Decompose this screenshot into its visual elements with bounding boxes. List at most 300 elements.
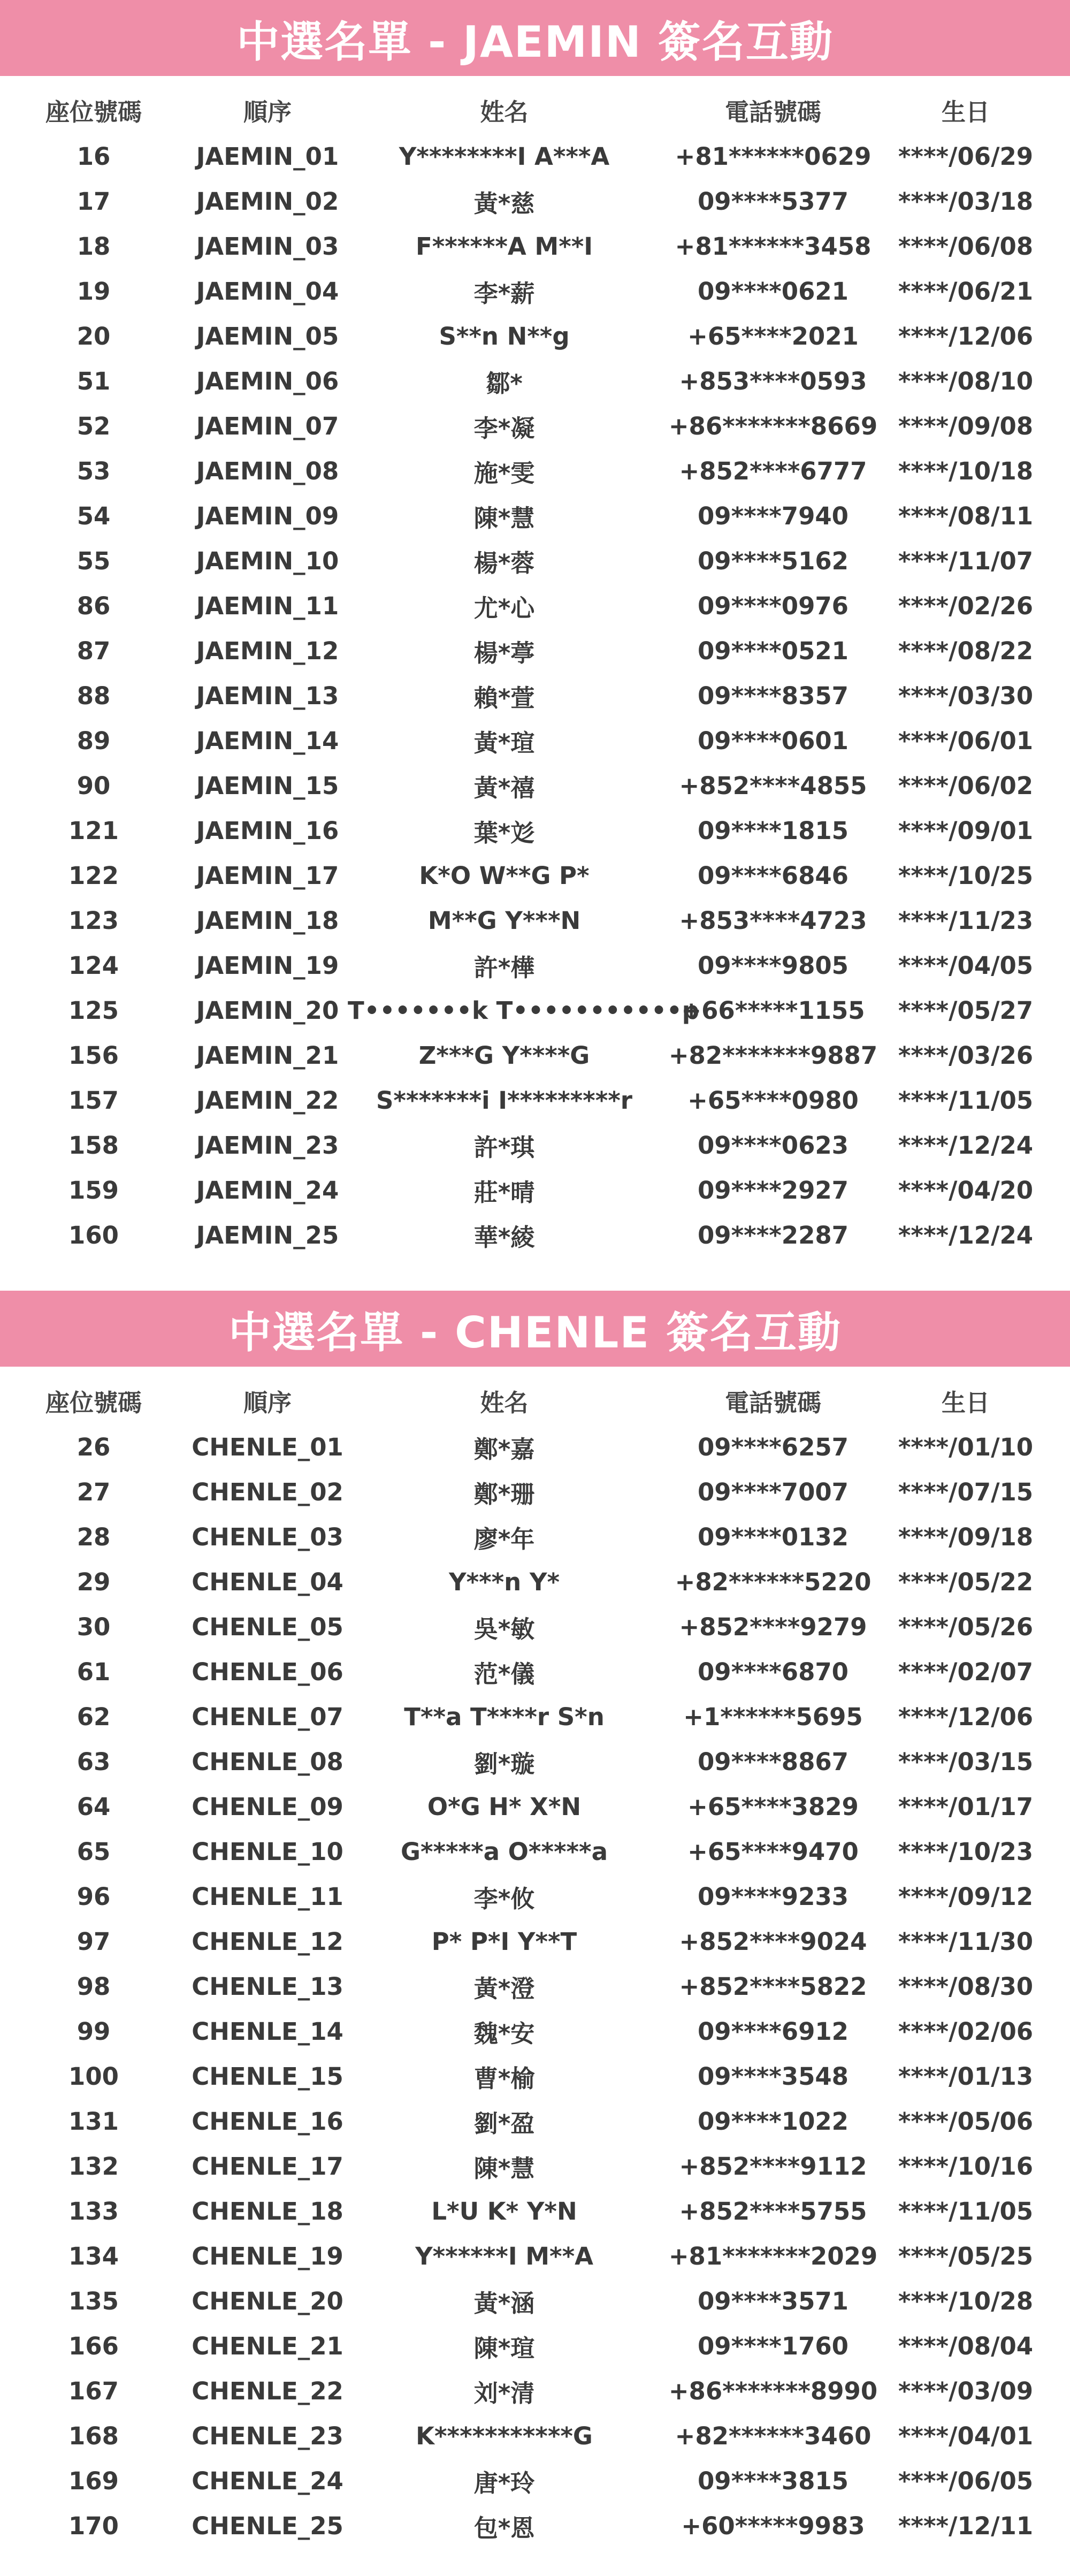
order-cell: JAEMIN_24	[196, 1176, 339, 1205]
order-cell: CHENLE_05	[192, 1612, 343, 1641]
seat-number-cell: 87	[77, 636, 111, 665]
name-cell: T**a T****r S*n	[404, 1702, 605, 1731]
birthday-cell: ****/10/23	[898, 1837, 1034, 1866]
section-title-banner: 中選名單 - JAEMIN 簽名互動	[0, 0, 1070, 76]
birthday-cell: ****/03/15	[898, 1747, 1034, 1776]
name-cell: 許*樺	[473, 953, 535, 982]
seat-number-cell: 55	[77, 546, 111, 575]
birthday-cell: ****/10/25	[898, 861, 1034, 890]
table-row	[0, 2413, 1070, 2458]
seat-number-cell: 96	[77, 1882, 111, 1911]
seat-number-cell: 156	[68, 1041, 119, 1070]
table-row	[0, 898, 1070, 943]
seat-number-cell: 166	[68, 2331, 119, 2360]
seat-number-cell: 64	[77, 1792, 111, 1821]
name-cell: 黃*涵	[473, 2289, 535, 2318]
seat-number-cell: 90	[77, 771, 111, 800]
table-row	[0, 1739, 1070, 1784]
winner-section	[0, 1291, 1070, 2548]
name-cell: 許*琪	[473, 1133, 535, 1162]
phone-cell: 09****7940	[698, 501, 849, 530]
phone-cell: 09****6846	[698, 861, 849, 890]
seat-number-cell: 124	[68, 951, 119, 980]
name-cell: 唐*玲	[473, 2468, 535, 2497]
name-cell: 尤*心	[473, 593, 535, 622]
order-cell: JAEMIN_19	[196, 951, 339, 980]
table-row	[0, 1469, 1070, 1514]
birthday-cell: ****/02/06	[898, 2017, 1034, 2046]
phone-cell: 09****8867	[698, 1747, 849, 1776]
phone-cell: +852****5755	[679, 2197, 867, 2226]
phone-cell: +852****9024	[679, 1927, 867, 1956]
birthday-cell: ****/12/06	[898, 322, 1034, 350]
seat-number-cell: 167	[68, 2376, 119, 2405]
phone-cell: +852****9112	[679, 2152, 867, 2181]
name-cell: M**G Y***N	[427, 906, 581, 935]
seat-number-cell: 18	[77, 232, 111, 261]
name-cell: P* P*I Y**T	[431, 1927, 577, 1956]
seat-number-cell: 63	[77, 1747, 111, 1776]
name-cell: 劉*璇	[473, 1749, 535, 1778]
seat-number-cell: 97	[77, 1927, 111, 1956]
order-cell: CHENLE_13	[192, 1972, 343, 2001]
phone-cell: 09****2287	[698, 1221, 849, 1249]
name-cell: 賴*萱	[473, 683, 535, 712]
phone-cell: 09****1815	[698, 816, 849, 845]
order-cell: JAEMIN_03	[196, 232, 339, 261]
birthday-cell: ****/12/06	[898, 1702, 1034, 1731]
order-cell: CHENLE_04	[192, 1567, 343, 1596]
name-cell: Y***n Y*	[448, 1567, 560, 1596]
order-cell: CHENLE_24	[192, 2466, 343, 2495]
birthday-cell: ****/06/29	[898, 142, 1034, 171]
table-header	[0, 86, 1070, 134]
seat-number-cell: 52	[77, 411, 111, 440]
seat-number-cell: 53	[77, 456, 111, 485]
order-cell: JAEMIN_02	[196, 187, 339, 216]
table-row	[0, 538, 1070, 583]
order-header: 順序	[243, 1388, 292, 1417]
birthday-cell: ****/10/16	[898, 2152, 1034, 2181]
seat-number-cell: 131	[68, 2107, 119, 2136]
name-cell: 楊*葶	[473, 638, 535, 667]
table-row	[0, 269, 1070, 314]
table-row	[0, 403, 1070, 448]
table-row	[0, 314, 1070, 359]
name-cell: 黃*禧	[473, 773, 535, 802]
seat-number-cell: 20	[77, 322, 111, 350]
name-cell: 陳*瑄	[473, 2334, 535, 2362]
order-header: 順序	[243, 97, 292, 126]
table-row	[0, 1424, 1070, 1469]
phone-cell: +82******3460	[675, 2421, 872, 2450]
name-cell: 李*薪	[473, 279, 535, 308]
table-row	[0, 1514, 1070, 1559]
phone-cell: +65****9470	[687, 1837, 859, 1866]
name-cell: 廖*年	[473, 1525, 535, 1553]
phone-cell: +66*****1155	[681, 996, 865, 1025]
order-cell: JAEMIN_17	[196, 861, 339, 890]
order-cell: CHENLE_06	[192, 1657, 343, 1686]
birthday-cell: ****/12/24	[898, 1221, 1034, 1249]
birthday-cell: ****/05/06	[898, 2107, 1034, 2136]
order-cell: JAEMIN_07	[196, 411, 339, 440]
name-cell: 黃*瑄	[473, 728, 535, 757]
order-cell: CHENLE_19	[192, 2242, 343, 2270]
phone-cell: 09****7007	[698, 1477, 849, 1506]
seat-number-cell: 132	[68, 2152, 119, 2181]
order-cell: JAEMIN_23	[196, 1131, 339, 1160]
phone-cell: +852****5822	[679, 1972, 867, 2001]
birthday-cell: ****/10/18	[898, 456, 1034, 485]
phone-cell: +82******5220	[675, 1567, 872, 1596]
name-cell: 鄒*	[486, 369, 523, 398]
order-cell: CHENLE_11	[192, 1882, 343, 1911]
order-cell: JAEMIN_08	[196, 456, 339, 485]
birthday-cell: ****/08/11	[898, 501, 1034, 530]
phone-cell: +853****4723	[679, 906, 867, 935]
seat-number-cell: 17	[77, 187, 111, 216]
table-row	[0, 1033, 1070, 1078]
birthday-cell: ****/11/30	[898, 1927, 1034, 1956]
birthday-header: 生日	[941, 1388, 990, 1417]
table-row	[0, 2278, 1070, 2323]
birthday-cell: ****/08/30	[898, 1972, 1034, 2001]
birthday-cell: ****/03/09	[898, 2376, 1034, 2405]
table-row	[0, 1078, 1070, 1123]
name-cell: 鄭*珊	[473, 1480, 535, 1508]
birthday-cell: ****/09/08	[898, 411, 1034, 440]
seat-number-cell: 121	[68, 816, 119, 845]
phone-cell: 09****9805	[698, 951, 849, 980]
order-cell: CHENLE_09	[192, 1792, 343, 1821]
name-cell: T•••••••k T•••••••••••p	[348, 996, 699, 1025]
seat-number-cell: 86	[77, 591, 111, 620]
name-cell: 李*凝	[473, 414, 535, 443]
table-row	[0, 1874, 1070, 1919]
seat-number-cell: 133	[68, 2197, 119, 2226]
phone-cell: 09****8357	[698, 681, 849, 710]
birthday-cell: ****/03/30	[898, 681, 1034, 710]
order-cell: JAEMIN_10	[196, 546, 339, 575]
seat-number-cell: 100	[68, 2062, 119, 2091]
phone-cell: 09****3571	[698, 2287, 849, 2315]
name-cell: K*O W**G P*	[419, 861, 590, 890]
phone-cell: 09****5377	[698, 187, 849, 216]
name-cell: 包*恩	[473, 2513, 535, 2542]
order-cell: CHENLE_14	[192, 2017, 343, 2046]
order-cell: JAEMIN_22	[196, 1086, 339, 1115]
table-row	[0, 1784, 1070, 1829]
phone-cell: +86*******8990	[668, 2376, 878, 2405]
order-cell: JAEMIN_14	[196, 726, 339, 755]
order-cell: JAEMIN_12	[196, 636, 339, 665]
table-row	[0, 1964, 1070, 2009]
name-cell: F******A M**I	[415, 232, 593, 261]
birthday-cell: ****/04/01	[898, 2421, 1034, 2450]
table-row	[0, 1919, 1070, 1964]
seat-number-cell: 62	[77, 1702, 111, 1731]
name-cell: Y******I M**A	[415, 2242, 593, 2270]
name-cell: 曹*榆	[473, 2064, 535, 2093]
phone-cell: +65****3829	[687, 1792, 859, 1821]
phone-cell: +852****6777	[679, 456, 867, 485]
birthday-cell: ****/10/28	[898, 2287, 1034, 2315]
birthday-cell: ****/03/18	[898, 187, 1034, 216]
table-row	[0, 1123, 1070, 1168]
phone-cell: 09****0601	[698, 726, 849, 755]
birthday-cell: ****/09/01	[898, 816, 1034, 845]
phone-header: 電話號碼	[724, 97, 821, 126]
birthday-cell: ****/12/24	[898, 1131, 1034, 1160]
order-cell: CHENLE_20	[192, 2287, 343, 2315]
order-cell: CHENLE_16	[192, 2107, 343, 2136]
order-cell: CHENLE_03	[192, 1522, 343, 1551]
phone-cell: +852****9279	[679, 1612, 867, 1641]
table-row	[0, 988, 1070, 1033]
birthday-cell: ****/06/05	[898, 2466, 1034, 2495]
name-header: 姓名	[480, 97, 529, 126]
seat-number-cell: 160	[68, 1221, 119, 1249]
seat-number-cell: 135	[68, 2287, 119, 2315]
phone-cell: +81******0629	[675, 142, 872, 171]
order-cell: JAEMIN_21	[196, 1041, 339, 1070]
order-cell: CHENLE_02	[192, 1477, 343, 1506]
birthday-cell: ****/04/20	[898, 1176, 1034, 1205]
order-cell: JAEMIN_18	[196, 906, 339, 935]
order-cell: JAEMIN_09	[196, 501, 339, 530]
name-cell: 黃*澄	[473, 1974, 535, 2003]
birthday-cell: ****/05/22	[898, 1567, 1034, 1596]
table-row	[0, 763, 1070, 808]
seat-number-cell: 170	[68, 2511, 119, 2540]
seat-number-cell: 125	[68, 996, 119, 1025]
birthday-cell: ****/09/18	[898, 1522, 1034, 1551]
phone-cell: +65****0980	[687, 1086, 859, 1115]
order-cell: JAEMIN_11	[196, 591, 339, 620]
phone-cell: 09****0621	[698, 277, 849, 306]
seat-number-cell: 54	[77, 501, 111, 530]
name-cell: 魏*安	[473, 2019, 535, 2048]
birthday-cell: ****/11/05	[898, 2197, 1034, 2226]
name-cell: Z***G Y****G	[418, 1041, 590, 1070]
birthday-cell: ****/05/27	[898, 996, 1034, 1025]
order-cell: CHENLE_15	[192, 2062, 343, 2091]
order-cell: CHENLE_01	[192, 1432, 343, 1461]
order-cell: JAEMIN_15	[196, 771, 339, 800]
birthday-cell: ****/11/23	[898, 906, 1034, 935]
seat-number-cell: 89	[77, 726, 111, 755]
phone-cell: 09****5162	[698, 546, 849, 575]
name-cell: 葉*彣	[473, 818, 535, 847]
order-cell: CHENLE_07	[192, 1702, 343, 1731]
name-cell: 劉*盈	[473, 2109, 535, 2138]
seat-number-cell: 19	[77, 277, 111, 306]
order-cell: JAEMIN_01	[196, 142, 339, 171]
seat-number-cell: 27	[77, 1477, 111, 1506]
table-row	[0, 2458, 1070, 2503]
order-cell: CHENLE_22	[192, 2376, 343, 2405]
name-cell: S*******i I*********r	[376, 1086, 632, 1115]
phone-cell: +853****0593	[679, 367, 867, 395]
table-row	[0, 2189, 1070, 2234]
table-row	[0, 224, 1070, 269]
order-cell: JAEMIN_06	[196, 367, 339, 395]
section-gap	[0, 1257, 1070, 1291]
name-cell: O*G H* X*N	[427, 1792, 582, 1821]
table-row	[0, 583, 1070, 628]
name-cell: 李*攸	[473, 1884, 535, 1913]
name-cell: 黃*慈	[473, 189, 535, 218]
table-row	[0, 2368, 1070, 2413]
seat-number-cell: 99	[77, 2017, 111, 2046]
name-cell: 刘*清	[473, 2379, 535, 2407]
table-row	[0, 2323, 1070, 2368]
phone-cell: 09****6870	[698, 1657, 849, 1686]
name-cell: 范*儀	[473, 1659, 535, 1688]
order-cell: CHENLE_08	[192, 1747, 343, 1776]
seat-number-cell: 158	[68, 1131, 119, 1160]
order-cell: CHENLE_18	[192, 2197, 343, 2226]
order-cell: JAEMIN_20	[196, 996, 339, 1025]
table-row	[0, 2234, 1070, 2278]
seat-number-cell: 51	[77, 367, 111, 395]
phone-cell: 09****1760	[698, 2331, 849, 2360]
order-cell: CHENLE_23	[192, 2421, 343, 2450]
name-cell: 施*雯	[473, 459, 535, 487]
seat-number-cell: 88	[77, 681, 111, 710]
phone-cell: +86*******8669	[668, 411, 878, 440]
table-row	[0, 1559, 1070, 1604]
name-cell: 莊*晴	[473, 1178, 535, 1207]
seat-number-cell: 30	[77, 1612, 111, 1641]
name-cell: 鄭*嘉	[473, 1435, 535, 1464]
name-header: 姓名	[480, 1388, 529, 1417]
seat-number-cell: 134	[68, 2242, 119, 2270]
phone-cell: 09****0521	[698, 636, 849, 665]
seat-number-cell: 122	[68, 861, 119, 890]
birthday-cell: ****/02/26	[898, 591, 1034, 620]
seat-number-cell: 61	[77, 1657, 111, 1686]
table-row	[0, 1168, 1070, 1213]
birthday-cell: ****/05/26	[898, 1612, 1034, 1641]
birthday-cell: ****/02/07	[898, 1657, 1034, 1686]
order-cell: JAEMIN_05	[196, 322, 339, 350]
order-cell: JAEMIN_25	[196, 1221, 339, 1249]
table-row	[0, 808, 1070, 853]
phone-cell: 09****3548	[698, 2062, 849, 2091]
table-header	[0, 1376, 1070, 1424]
phone-cell: 09****1022	[698, 2107, 849, 2136]
table-row	[0, 1649, 1070, 1694]
table-row	[0, 1694, 1070, 1739]
name-cell: Y********I A***A	[399, 142, 610, 171]
birthday-cell: ****/06/01	[898, 726, 1034, 755]
order-cell: JAEMIN_13	[196, 681, 339, 710]
phone-cell: 09****0976	[698, 591, 849, 620]
phone-cell: +852****4855	[679, 771, 867, 800]
birthday-cell: ****/08/04	[898, 2331, 1034, 2360]
seat-number-header: 座位號碼	[45, 1388, 142, 1417]
order-cell: JAEMIN_04	[196, 277, 339, 306]
birthday-cell: ****/08/10	[898, 367, 1034, 395]
phone-header: 電話號碼	[724, 1388, 821, 1417]
birthday-cell: ****/11/07	[898, 546, 1034, 575]
birthday-cell: ****/03/26	[898, 1041, 1034, 1070]
order-cell: JAEMIN_16	[196, 816, 339, 845]
name-cell: 陳*慧	[473, 2154, 535, 2183]
phone-cell: +81*******2029	[668, 2242, 878, 2270]
table-row	[0, 1213, 1070, 1257]
birthday-cell: ****/04/05	[898, 951, 1034, 980]
seat-number-cell: 28	[77, 1522, 111, 1551]
table-row	[0, 718, 1070, 763]
order-cell: CHENLE_12	[192, 1927, 343, 1956]
name-cell: S**n N**g	[439, 322, 570, 350]
birthday-cell: ****/06/02	[898, 771, 1034, 800]
phone-cell: 09****2927	[698, 1176, 849, 1205]
table-row	[0, 628, 1070, 673]
birthday-cell: ****/01/17	[898, 1792, 1034, 1821]
winner-section	[0, 0, 1070, 1257]
table-row	[0, 2009, 1070, 2054]
phone-cell: 09****0623	[698, 1131, 849, 1160]
birthday-cell: ****/05/25	[898, 2242, 1034, 2270]
order-cell: CHENLE_17	[192, 2152, 343, 2181]
seat-number-cell: 98	[77, 1972, 111, 2001]
birthday-cell: ****/06/21	[898, 277, 1034, 306]
name-cell: 華*綾	[473, 1223, 535, 1252]
seat-number-cell: 123	[68, 906, 119, 935]
seat-number-cell: 16	[77, 142, 111, 171]
phone-cell: 09****6257	[698, 1432, 849, 1461]
seat-number-cell: 65	[77, 1837, 111, 1866]
seat-number-cell: 26	[77, 1432, 111, 1461]
birthday-cell: ****/11/05	[898, 1086, 1034, 1115]
table-row	[0, 359, 1070, 403]
phone-cell: +1******5695	[683, 1702, 863, 1731]
table-row	[0, 943, 1070, 988]
table-row	[0, 673, 1070, 718]
order-cell: CHENLE_10	[192, 1837, 343, 1866]
table-row	[0, 1604, 1070, 1649]
phone-cell: +81******3458	[675, 232, 872, 261]
phone-cell: +65****2021	[687, 322, 859, 350]
table-row	[0, 179, 1070, 224]
birthday-cell: ****/01/13	[898, 2062, 1034, 2091]
seat-number-cell: 159	[68, 1176, 119, 1205]
name-cell: L*U K* Y*N	[431, 2197, 577, 2226]
birthday-cell: ****/06/08	[898, 232, 1034, 261]
name-cell: 陳*慧	[473, 504, 535, 532]
phone-cell: 09****0132	[698, 1522, 849, 1551]
birthday-cell: ****/12/11	[898, 2511, 1034, 2540]
table-row	[0, 2144, 1070, 2189]
seat-number-cell: 169	[68, 2466, 119, 2495]
name-cell: 楊*蓉	[473, 548, 535, 577]
birthday-cell: ****/08/22	[898, 636, 1034, 665]
birthday-cell: ****/09/12	[898, 1882, 1034, 1911]
phone-cell: 09****6912	[698, 2017, 849, 2046]
table-row	[0, 2503, 1070, 2548]
seat-number-cell: 157	[68, 1086, 119, 1115]
order-cell: CHENLE_25	[192, 2511, 343, 2540]
seat-number-cell: 168	[68, 2421, 119, 2450]
name-cell: K***********G	[416, 2421, 593, 2450]
phone-cell: 09****3815	[698, 2466, 849, 2495]
name-cell: G*****a O*****a	[401, 1837, 608, 1866]
table-row	[0, 853, 1070, 898]
